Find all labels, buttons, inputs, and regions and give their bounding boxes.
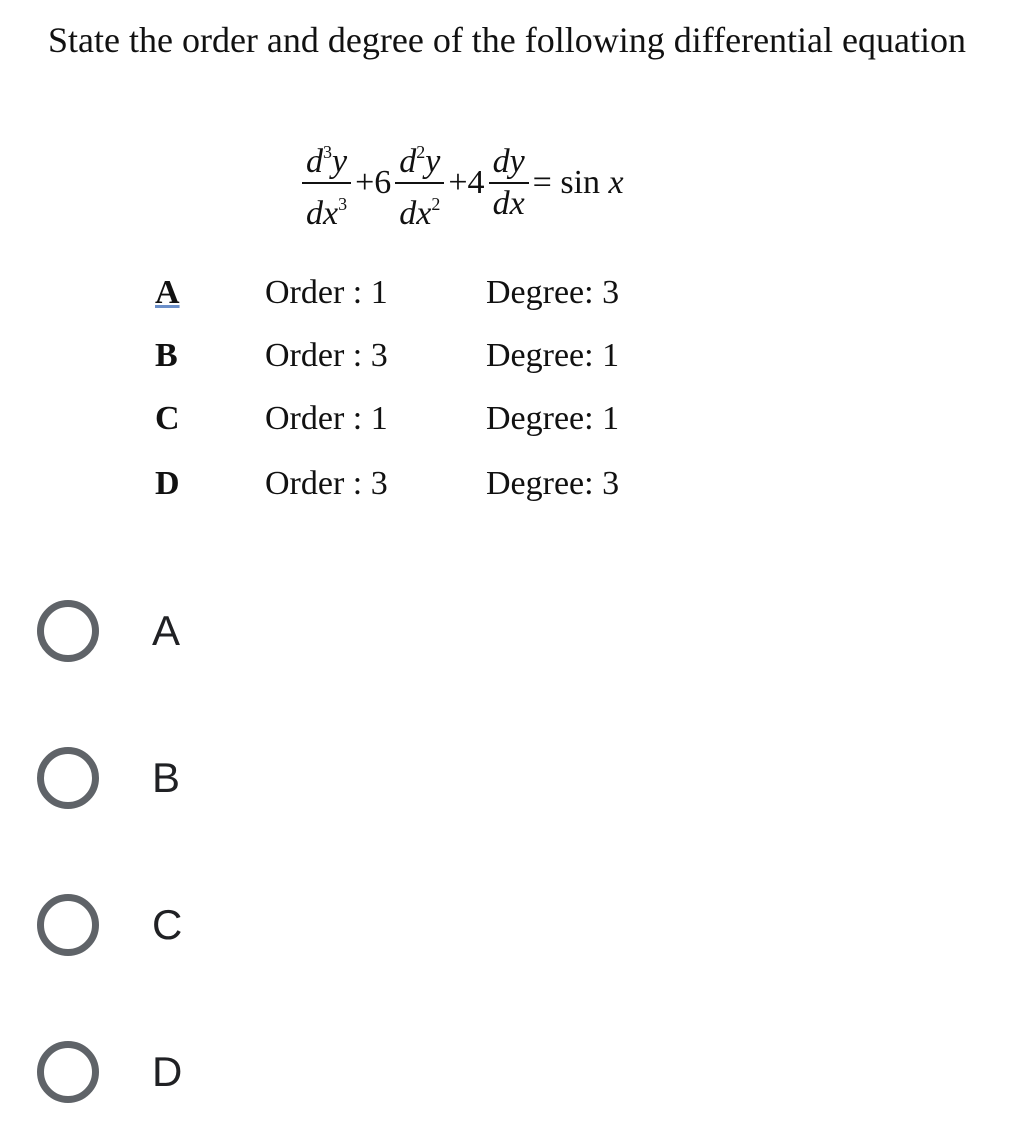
- choice-c[interactable]: [0, 884, 1010, 974]
- radio-button-d[interactable]: [37, 1041, 99, 1103]
- choice-label: B: [152, 754, 181, 801]
- option-degree: Degree: 1: [486, 337, 620, 374]
- option-row-a: [0, 268, 1010, 318]
- option-letter: D: [155, 465, 180, 502]
- option-order: Order : 3: [265, 337, 388, 374]
- option-degree: Degree: 3: [486, 274, 620, 311]
- option-row-b: [0, 331, 1010, 381]
- plus-six: +6: [355, 164, 392, 201]
- question-image: [0, 0, 1010, 560]
- radio-button-b[interactable]: [37, 747, 99, 809]
- radio-button-c[interactable]: [37, 894, 99, 956]
- option-row-c: [0, 394, 1010, 444]
- choice-d[interactable]: [0, 1031, 1010, 1121]
- option-letter: C: [155, 400, 180, 437]
- option-order: Order : 3: [265, 465, 388, 502]
- option-order: Order : 1: [265, 274, 388, 311]
- equals-sin-x: = sin x: [532, 164, 624, 201]
- plus-four: +4: [448, 164, 485, 201]
- fraction-second-derivative: $\frac{d^2y}{dx^2}$: [395, 132, 444, 234]
- differential-equation: [300, 128, 626, 238]
- choice-label: D: [152, 1048, 183, 1095]
- radio-button-a[interactable]: [37, 600, 99, 662]
- fraction-first-derivative: $\frac{dy}{dx}$: [489, 142, 529, 224]
- option-letter: B: [155, 337, 178, 374]
- option-order: Order : 1: [265, 400, 388, 437]
- question-title: State the order and degree of the following differential equation: [48, 20, 966, 60]
- option-row-d: [0, 459, 1010, 509]
- option-degree: Degree: 1: [486, 400, 620, 437]
- choice-b[interactable]: [0, 737, 1010, 827]
- choice-label: C: [152, 901, 183, 948]
- option-degree: Degree: 3: [486, 465, 620, 502]
- option-letter: A: [155, 274, 180, 311]
- fraction-third-derivative: $\frac{d^3y}{dx^3}$: [302, 132, 351, 234]
- choice-a[interactable]: [0, 590, 1010, 680]
- choice-label: A: [152, 607, 181, 654]
